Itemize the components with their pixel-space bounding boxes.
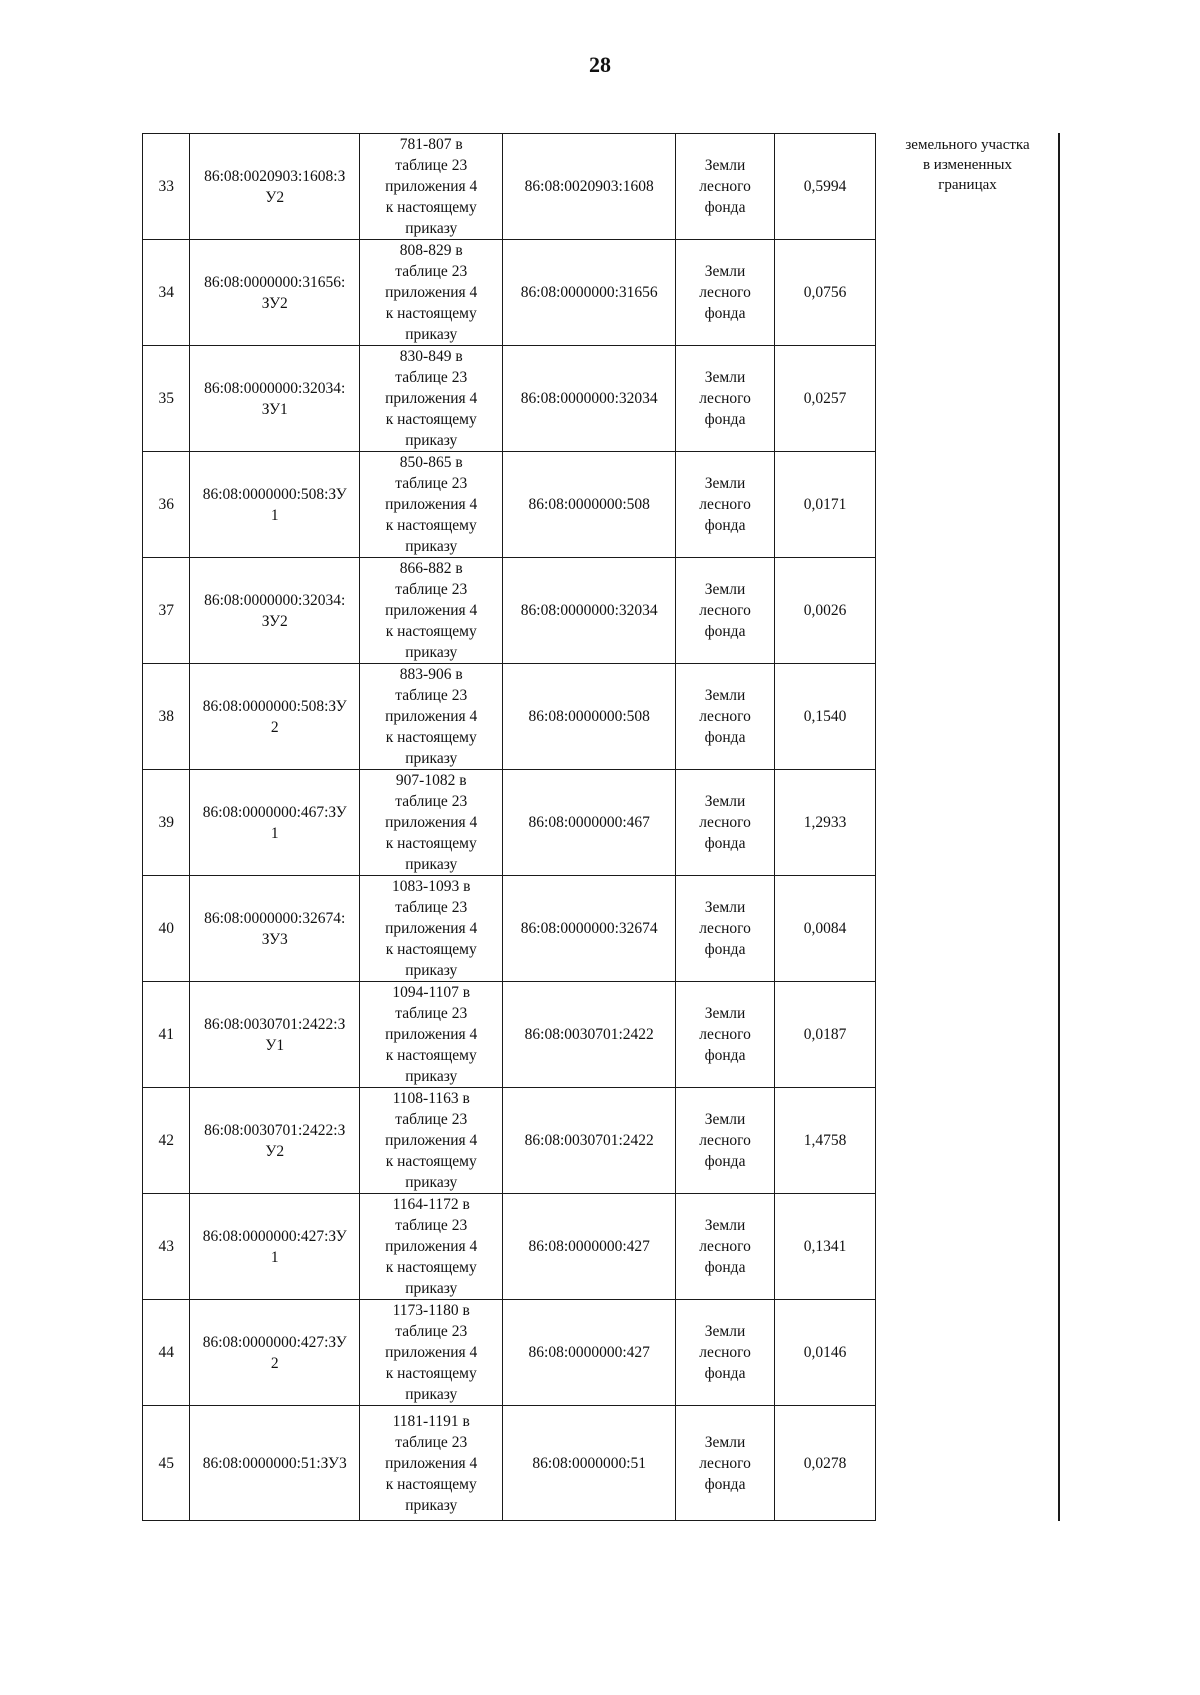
- category-cell-line: лесного: [699, 178, 751, 195]
- reference-cell-line: к настоящему: [385, 305, 477, 322]
- source-cadastral-cell-text: 86:08:0020903:1608: [524, 178, 654, 195]
- category-cell-line: фонда: [704, 1153, 746, 1170]
- source-cadastral-cell: [503, 1088, 676, 1194]
- category-cell: [676, 982, 775, 1088]
- reference-cell-line: приложения 4: [385, 708, 478, 725]
- category-cell-text: [693, 1003, 757, 1066]
- reference-cell-line: приказу: [405, 856, 458, 873]
- new-cadastral-cell: [190, 1194, 360, 1300]
- table-body: [143, 134, 876, 1521]
- area-cell: 1,2933: [775, 770, 876, 876]
- category-cell-text: [693, 1109, 757, 1172]
- reference-cell-line: таблице 23: [395, 899, 468, 916]
- row-number-cell: 44: [143, 1300, 190, 1406]
- reference-cell-line: приказу: [405, 750, 458, 767]
- table-row: [143, 1194, 876, 1300]
- new-cadastral-cell-text: 86:08:0000000:32034:ЗУ2: [204, 591, 346, 630]
- source-cadastral-cell-text: 86:08:0030701:2422: [524, 1026, 654, 1043]
- reference-cell-line: приказу: [405, 644, 458, 661]
- reference-cell-text: [372, 770, 490, 875]
- category-cell-line: Земли: [704, 263, 746, 280]
- category-cell-line: лесного: [699, 1132, 751, 1149]
- reference-cell-text: [372, 1088, 490, 1193]
- new-cadastral-cell-text: 86:08:0000000:508:ЗУ2: [202, 697, 347, 736]
- source-cadastral-cell: [503, 664, 676, 770]
- reference-cell-line: таблице 23: [395, 1433, 468, 1451]
- category-cell-line: лесного: [699, 708, 751, 725]
- category-cell-line: фонда: [704, 1475, 746, 1493]
- new-cadastral-cell: [190, 346, 360, 452]
- row-number-cell: 34: [143, 240, 190, 346]
- new-cadastral-cell-text: 86:08:0030701:2422:ЗУ1: [204, 1015, 346, 1054]
- reference-cell-line: таблице 23: [395, 793, 468, 810]
- category-cell-line: фонда: [704, 1365, 746, 1382]
- reference-cell-text: [372, 876, 490, 981]
- category-cell: [676, 1406, 775, 1521]
- reference-cell-line: приказу: [405, 1386, 458, 1403]
- reference-cell-line: таблице 23: [395, 1323, 468, 1340]
- reference-cell-line: таблице 23: [395, 581, 468, 598]
- row-number-cell: 45: [143, 1406, 190, 1521]
- category-cell: [676, 558, 775, 664]
- reference-cell-line: приложения 4: [385, 1344, 478, 1361]
- reference-cell-line: приказу: [405, 1496, 458, 1514]
- reference-cell-line: таблице 23: [395, 263, 468, 280]
- right-border-line: [1058, 133, 1060, 1521]
- area-cell: 0,1341: [775, 1194, 876, 1300]
- reference-cell: [360, 452, 503, 558]
- reference-cell-line: к настоящему: [385, 1365, 477, 1382]
- area-cell: 0,0146: [775, 1300, 876, 1406]
- reference-cell-line: таблице 23: [395, 369, 468, 386]
- category-cell-text: [693, 1215, 757, 1278]
- category-cell-line: Земли: [704, 1323, 746, 1340]
- category-cell-line: Земли: [704, 1005, 746, 1022]
- reference-cell-line: к настоящему: [385, 1475, 477, 1493]
- reference-cell: [360, 1194, 503, 1300]
- table-row: [143, 982, 876, 1088]
- new-cadastral-cell-text: 86:08:0000000:427:ЗУ2: [202, 1333, 347, 1372]
- reference-cell-line: приложения 4: [385, 814, 478, 831]
- source-cadastral-cell: [503, 1194, 676, 1300]
- category-cell-line: Земли: [704, 1433, 746, 1451]
- area-cell: 0,0026: [775, 558, 876, 664]
- source-cadastral-cell-text: 86:08:0000000:467: [528, 814, 650, 831]
- reference-cell-line: таблице 23: [395, 1111, 468, 1128]
- category-cell-line: фонда: [704, 623, 746, 640]
- category-cell-line: лесного: [699, 602, 751, 619]
- reference-cell-line: 830-849 в: [399, 348, 463, 365]
- reference-cell-text: [372, 452, 490, 557]
- reference-cell-line: 866-882 в: [399, 560, 463, 577]
- category-cell-line: Земли: [704, 475, 746, 492]
- source-cadastral-cell-text: 86:08:0000000:32034: [520, 602, 658, 619]
- source-cadastral-cell-text: 86:08:0000000:508: [528, 496, 650, 513]
- reference-cell-line: к настоящему: [385, 1153, 477, 1170]
- note-continued-text: [880, 135, 1055, 195]
- row-number-cell: 40: [143, 876, 190, 982]
- reference-cell: [360, 346, 503, 452]
- reference-cell-line: приложения 4: [385, 1026, 478, 1043]
- reference-cell-text: [372, 1300, 490, 1405]
- category-cell: [676, 664, 775, 770]
- category-cell-line: фонда: [704, 1047, 746, 1064]
- category-cell-line: фонда: [704, 941, 746, 958]
- reference-cell-line: 808-829 в: [399, 242, 463, 259]
- reference-cell-line: к настоящему: [385, 623, 477, 640]
- source-cadastral-cell-text: 86:08:0000000:32674: [520, 920, 658, 937]
- reference-cell: [360, 558, 503, 664]
- reference-cell-line: 907-1082 в: [395, 772, 467, 789]
- category-cell: [676, 240, 775, 346]
- row-number-cell: 37: [143, 558, 190, 664]
- source-cadastral-cell-text: 86:08:0000000:32034: [520, 390, 658, 407]
- category-cell-line: фонда: [704, 1259, 746, 1276]
- category-cell-line: фонда: [704, 835, 746, 852]
- category-cell-line: Земли: [704, 1111, 746, 1128]
- source-cadastral-cell: [503, 770, 676, 876]
- new-cadastral-cell: [190, 134, 360, 240]
- area-cell: 0,1540: [775, 664, 876, 770]
- category-cell-line: лесного: [699, 284, 751, 301]
- area-cell: 0,0084: [775, 876, 876, 982]
- new-cadastral-cell-text: 86:08:0020903:1608:ЗУ2: [204, 167, 346, 206]
- category-cell-text: [693, 1321, 757, 1384]
- category-cell-text: [693, 155, 757, 218]
- new-cadastral-cell-text: 86:08:0000000:508:ЗУ1: [202, 485, 347, 524]
- reference-cell-line: приказу: [405, 538, 458, 555]
- reference-cell-line: таблице 23: [395, 157, 468, 174]
- category-cell-line: Земли: [704, 687, 746, 704]
- row-number-cell: 38: [143, 664, 190, 770]
- reference-cell-line: к настоящему: [385, 1047, 477, 1064]
- reference-cell-line: приложения 4: [385, 920, 478, 937]
- reference-cell-line: к настоящему: [385, 411, 477, 428]
- reference-cell-line: к настоящему: [385, 835, 477, 852]
- reference-cell-line: 781-807 в: [399, 136, 463, 153]
- row-number-cell: 35: [143, 346, 190, 452]
- reference-cell-line: 1083-1093 в: [392, 878, 471, 895]
- page-number: 28: [589, 52, 611, 77]
- source-cadastral-cell: [503, 452, 676, 558]
- reference-cell-line: 1164-1172 в: [392, 1196, 470, 1213]
- row-number-cell: 36: [143, 452, 190, 558]
- new-cadastral-cell: [190, 558, 360, 664]
- reference-cell: [360, 876, 503, 982]
- reference-cell-line: 1173-1180 в: [392, 1302, 470, 1319]
- reference-cell-line: приказу: [405, 962, 458, 979]
- new-cadastral-cell-text: 86:08:0000000:467:ЗУ1: [202, 803, 347, 842]
- reference-cell-line: таблице 23: [395, 687, 468, 704]
- reference-cell: [360, 1300, 503, 1406]
- table-row: [143, 876, 876, 982]
- reference-cell-line: таблице 23: [395, 1005, 468, 1022]
- source-cadastral-cell: [503, 1406, 676, 1521]
- table-row: [143, 1406, 876, 1521]
- category-cell: [676, 1194, 775, 1300]
- area-cell: 0,5994: [775, 134, 876, 240]
- reference-cell-line: приложения 4: [385, 496, 478, 513]
- table-row: [143, 134, 876, 240]
- area-cell: 0,0278: [775, 1406, 876, 1521]
- area-cell: 0,0187: [775, 982, 876, 1088]
- category-cell-line: фонда: [704, 411, 746, 428]
- reference-cell-line: приказу: [405, 1280, 458, 1297]
- source-cadastral-cell-text: 86:08:0000000:31656: [520, 284, 658, 301]
- category-cell: [676, 876, 775, 982]
- table-row: [143, 346, 876, 452]
- reference-cell-line: приложения 4: [385, 1454, 478, 1472]
- new-cadastral-cell: [190, 1300, 360, 1406]
- category-cell-line: лесного: [699, 814, 751, 831]
- category-cell-line: лесного: [699, 920, 751, 937]
- area-cell: 0,0756: [775, 240, 876, 346]
- reference-cell-text: [372, 558, 490, 663]
- category-cell-line: лесного: [699, 1238, 751, 1255]
- table-row: [143, 452, 876, 558]
- reference-cell-text: [372, 240, 490, 345]
- category-cell-line: Земли: [704, 581, 746, 598]
- category-cell-line: лесного: [699, 496, 751, 513]
- category-cell-text: [693, 579, 757, 642]
- new-cadastral-cell: [190, 664, 360, 770]
- source-cadastral-cell: [503, 982, 676, 1088]
- new-cadastral-cell: [190, 1406, 360, 1521]
- area-cell: 1,4758: [775, 1088, 876, 1194]
- reference-cell-line: 1181-1191 в: [392, 1412, 470, 1430]
- source-cadastral-cell: [503, 134, 676, 240]
- reference-cell-line: 883-906 в: [399, 666, 463, 683]
- category-cell: [676, 770, 775, 876]
- new-cadastral-cell-text: 86:08:0000000:427:ЗУ1: [202, 1227, 347, 1266]
- table-row: [143, 664, 876, 770]
- row-number-cell: 43: [143, 1194, 190, 1300]
- category-cell-line: Земли: [704, 793, 746, 810]
- source-cadastral-cell: [503, 240, 676, 346]
- reference-cell-line: к настоящему: [385, 517, 477, 534]
- table-row: [143, 558, 876, 664]
- reference-cell-line: приложения 4: [385, 1238, 478, 1255]
- category-cell-line: фонда: [704, 199, 746, 216]
- source-cadastral-cell-text: 86:08:0000000:427: [528, 1344, 650, 1361]
- source-cadastral-cell: [503, 346, 676, 452]
- new-cadastral-cell: [190, 982, 360, 1088]
- source-cadastral-cell: [503, 876, 676, 982]
- category-cell: [676, 1088, 775, 1194]
- reference-cell-line: к настоящему: [385, 1259, 477, 1276]
- category-cell-text: [693, 685, 757, 748]
- reference-cell-line: 1108-1163 в: [392, 1090, 470, 1107]
- table-row: [143, 1300, 876, 1406]
- new-cadastral-cell-text: 86:08:0000000:32674:ЗУ3: [204, 909, 346, 948]
- reference-cell: [360, 1088, 503, 1194]
- reference-cell-line: приложения 4: [385, 390, 478, 407]
- reference-cell-line: приказу: [405, 1068, 458, 1085]
- reference-cell-line: 1094-1107 в: [392, 984, 471, 1001]
- category-cell-line: фонда: [704, 729, 746, 746]
- category-cell-text: [693, 261, 757, 324]
- row-number-cell: 39: [143, 770, 190, 876]
- reference-cell: [360, 982, 503, 1088]
- reference-cell-text: [372, 1194, 490, 1299]
- category-cell-line: лесного: [699, 1344, 751, 1361]
- reference-cell: [360, 664, 503, 770]
- source-cadastral-cell-text: 86:08:0000000:51: [532, 1454, 647, 1472]
- reference-cell-line: приложения 4: [385, 284, 478, 301]
- category-cell-line: Земли: [704, 899, 746, 916]
- category-cell-text: [693, 897, 757, 960]
- land-plots-table: [142, 133, 876, 1521]
- row-number-cell: 42: [143, 1088, 190, 1194]
- note-line: в измененных: [922, 157, 1013, 173]
- source-cadastral-cell: [503, 1300, 676, 1406]
- reference-cell-line: к настоящему: [385, 729, 477, 746]
- new-cadastral-cell-text: 86:08:0000000:31656:ЗУ2: [204, 273, 346, 312]
- source-cadastral-cell-text: 86:08:0000000:427: [528, 1238, 650, 1255]
- category-cell: [676, 134, 775, 240]
- category-cell-line: фонда: [704, 517, 746, 534]
- reference-cell-line: приложения 4: [385, 1132, 478, 1149]
- new-cadastral-cell-text: 86:08:0000000:51:ЗУ3: [202, 1454, 347, 1472]
- reference-cell-text: [372, 134, 490, 239]
- category-cell: [676, 346, 775, 452]
- new-cadastral-cell: [190, 1088, 360, 1194]
- new-cadastral-cell: [190, 452, 360, 558]
- row-number-cell: 41: [143, 982, 190, 1088]
- category-cell: [676, 452, 775, 558]
- category-cell-text: [693, 1432, 757, 1495]
- category-cell-text: [693, 473, 757, 536]
- category-cell-text: [693, 791, 757, 854]
- reference-cell-line: таблице 23: [395, 475, 468, 492]
- reference-cell: [360, 1406, 503, 1521]
- category-cell-line: лесного: [699, 390, 751, 407]
- reference-cell-text: [372, 664, 490, 769]
- reference-cell: [360, 134, 503, 240]
- category-cell-line: Земли: [704, 1217, 746, 1234]
- table-row: [143, 240, 876, 346]
- area-cell: 0,0257: [775, 346, 876, 452]
- category-cell-line: лесного: [699, 1454, 751, 1472]
- reference-cell-line: приложения 4: [385, 178, 478, 195]
- source-cadastral-cell: [503, 558, 676, 664]
- category-cell-line: Земли: [704, 157, 746, 174]
- category-cell-line: Земли: [704, 369, 746, 386]
- new-cadastral-cell-text: 86:08:0000000:32034:ЗУ1: [204, 379, 346, 418]
- reference-cell-line: приказу: [405, 220, 458, 237]
- category-cell-text: [693, 367, 757, 430]
- note-line: земельного участка: [905, 137, 1030, 153]
- reference-cell-text: [372, 1411, 490, 1516]
- reference-cell-line: приказу: [405, 326, 458, 343]
- reference-cell-line: к настоящему: [385, 941, 477, 958]
- table-row: [143, 770, 876, 876]
- table-row: [143, 1088, 876, 1194]
- source-cadastral-cell-text: 86:08:0000000:508: [528, 708, 650, 725]
- reference-cell-line: приложения 4: [385, 602, 478, 619]
- reference-cell-line: приказу: [405, 1174, 458, 1191]
- new-cadastral-cell: [190, 240, 360, 346]
- reference-cell-line: приказу: [405, 432, 458, 449]
- new-cadastral-cell-text: 86:08:0030701:2422:ЗУ2: [204, 1121, 346, 1160]
- category-cell: [676, 1300, 775, 1406]
- source-cadastral-cell-text: 86:08:0030701:2422: [524, 1132, 654, 1149]
- reference-cell: [360, 770, 503, 876]
- reference-cell-line: к настоящему: [385, 199, 477, 216]
- new-cadastral-cell: [190, 770, 360, 876]
- reference-cell-line: таблице 23: [395, 1217, 468, 1234]
- row-number-cell: 33: [143, 134, 190, 240]
- area-cell: 0,0171: [775, 452, 876, 558]
- note-line: границах: [938, 177, 997, 193]
- reference-cell-text: [372, 982, 490, 1087]
- new-cadastral-cell: [190, 876, 360, 982]
- category-cell-line: фонда: [704, 305, 746, 322]
- reference-cell: [360, 240, 503, 346]
- category-cell-line: лесного: [699, 1026, 751, 1043]
- reference-cell-line: 850-865 в: [399, 454, 463, 471]
- reference-cell-text: [372, 346, 490, 451]
